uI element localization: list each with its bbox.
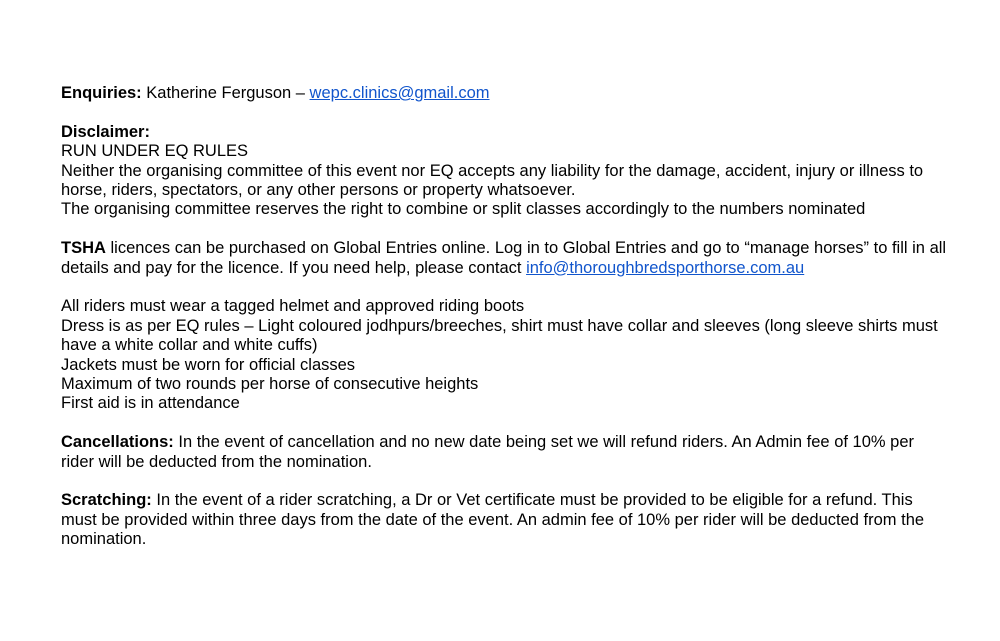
cancellations-section [61,433,951,472]
disclaimer-section [61,123,951,220]
cancellations-label: Cancellations: [61,433,174,452]
rule-max-rounds: Maximum of two rounds per horse of consecutive heights [61,375,479,394]
enquiries-label: Enquiries: [61,84,142,102]
rules-section [61,297,951,413]
disclaimer-line-eq-rules: RUN UNDER EQ RULES [61,142,249,161]
disclaimer-line-classes: The organising committee reserves the right to combine or split classes accordingly to the numbers nominated [61,200,866,219]
scratching-text: In the event of a rider scratching, a Dr or Vet certificate must be provided to be eligible for a refund. This must be provided within three days from the date of the event. An admin fee of 10% per rider will be deducted from the nomination. [61,491,925,549]
enquiries-section [61,84,951,103]
rule-jackets: Jackets must be worn for official classes [61,355,356,374]
tsha-email-link[interactable]: info@thoroughbredsporthorse.com.au [526,258,805,277]
rule-first-aid: First aid is in attendance [61,394,240,413]
scratching-section [61,491,951,549]
tsha-section [61,239,951,278]
disclaimer-line-liability: Neither the organising committee of this event nor EQ accepts any liability for the damage, accident, injury or illness to horse, riders, spectators, or any other persons or property whatsoever. [61,161,924,200]
tsha-text: licences can be purchased on Global Entries online. Log in to Global Entries and go to “manage horses” to fill in all details and pay for the licence. If you need help, please contact [61,239,947,277]
rule-helmet-boots: All riders must wear a tagged helmet and approved riding boots [61,297,525,316]
enquiries-contact-name: Katherine Ferguson – [141,84,310,102]
rule-dress: Dress is as per EQ rules – Light coloured jodhpurs/breeches, shirt must have collar and sleeves (long sleeve shirts must have a white collar and white cuffs) [61,316,938,355]
scratching-label: Scratching: [61,491,152,510]
disclaimer-heading: Disclaimer: [61,122,150,141]
enquiries-email-link[interactable]: wepc.clinics@gmail.com [309,84,490,102]
tsha-label: TSHA [61,239,106,258]
cancellations-text: In the event of cancellation and no new date being set we will refund riders. An Admin fee of 10% per rider will be deducted from the nomination. [61,433,914,471]
document-body [61,84,951,569]
